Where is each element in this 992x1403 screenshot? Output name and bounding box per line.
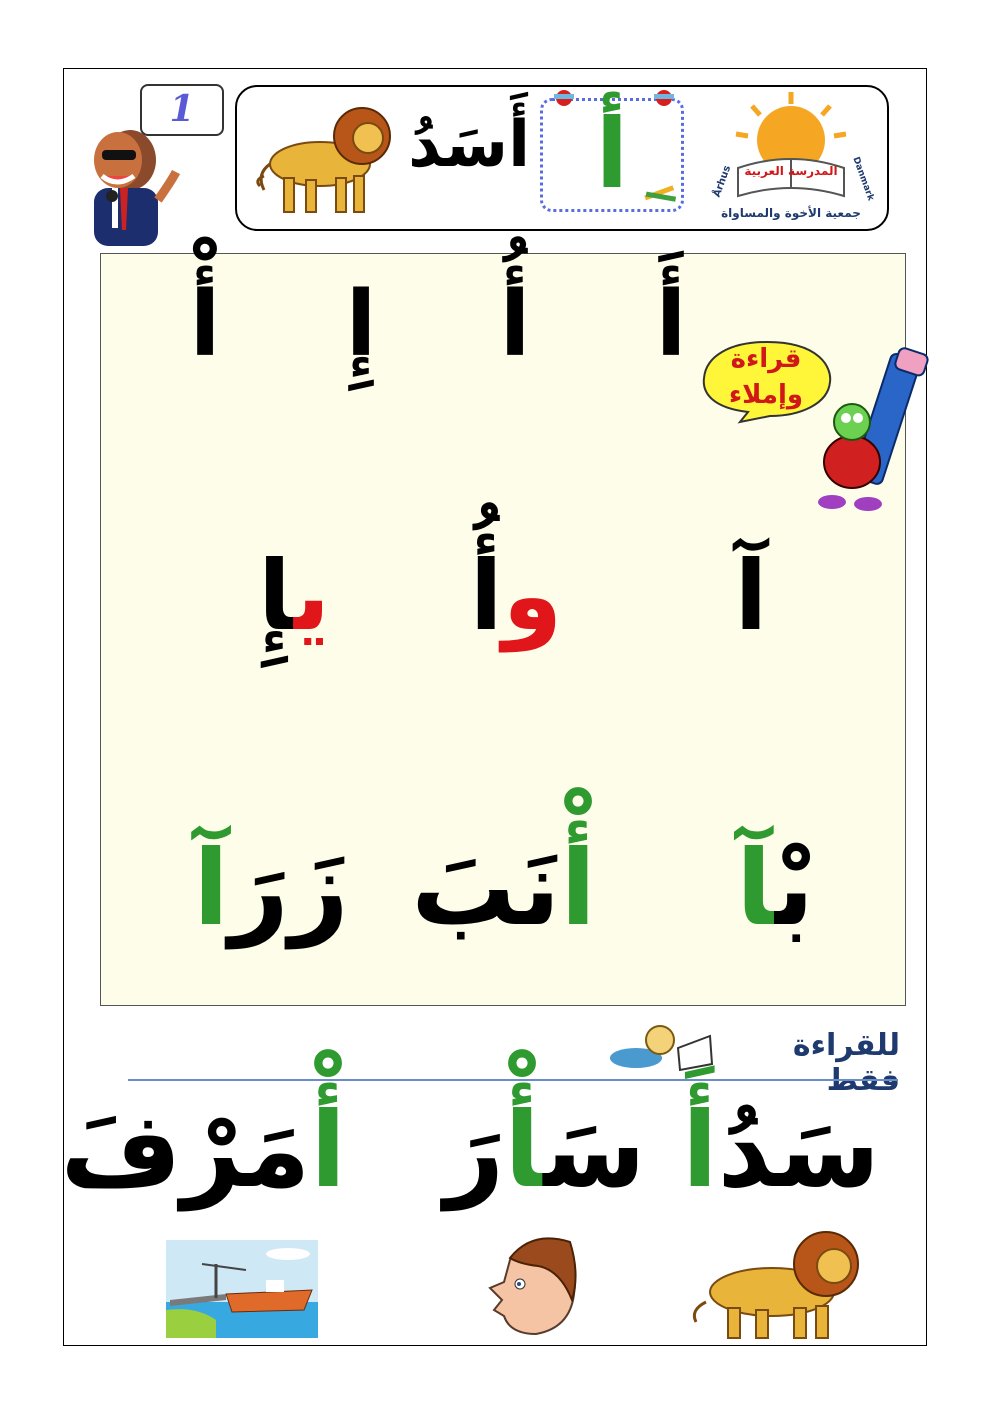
lion-picture-icon: [686, 1222, 870, 1340]
reading-word-ras: سَأْرَ: [444, 1089, 646, 1211]
clip-icons: [548, 84, 680, 112]
word-naba: أْنَبَ: [411, 827, 596, 949]
head-picture-icon: [480, 1230, 580, 1336]
reading-only-label: للقراءة فقط: [792, 1028, 900, 1098]
word-azar: زَرَآ: [193, 827, 349, 949]
reading-child-icon: [606, 1020, 718, 1076]
reading-word-marfa: أْمَرْفَ: [60, 1089, 346, 1211]
page-number: 1: [169, 88, 195, 130]
logo-title: المدرسة العربية: [744, 164, 838, 178]
form-damma: أُ: [499, 272, 531, 377]
form-fatha: أَ: [655, 272, 687, 377]
form-sukun: أْ: [189, 272, 221, 377]
divider-line: [128, 1079, 898, 1081]
long-vowel-waw: وأُ: [469, 540, 563, 652]
presenter-cartoon-icon: [72, 120, 184, 250]
long-vowel-ya: يإِ: [257, 540, 331, 652]
logo-country: Danmark: [850, 155, 876, 203]
harbor-picture-icon: [166, 1240, 318, 1338]
header-letter: أ: [595, 98, 629, 210]
logo-city: Århus: [711, 164, 734, 199]
reading-word-asad: سَدُأَ: [681, 1089, 880, 1211]
badge-line-2: وإملاء: [728, 380, 804, 410]
word-ab: بْآ: [735, 827, 815, 949]
form-kasra: إِ: [345, 272, 377, 377]
logo-caption: جمعية الأخوة والمساواة: [721, 206, 861, 220]
header-word: أَسَدُ: [408, 108, 530, 182]
school-logo: [711, 88, 876, 226]
pencils-icon: [640, 178, 680, 206]
badge-line-1: قراءة: [730, 344, 802, 374]
page-number-bubble: [140, 84, 224, 136]
long-vowel-alef: آ: [734, 540, 768, 652]
lion-icon: [250, 94, 400, 216]
